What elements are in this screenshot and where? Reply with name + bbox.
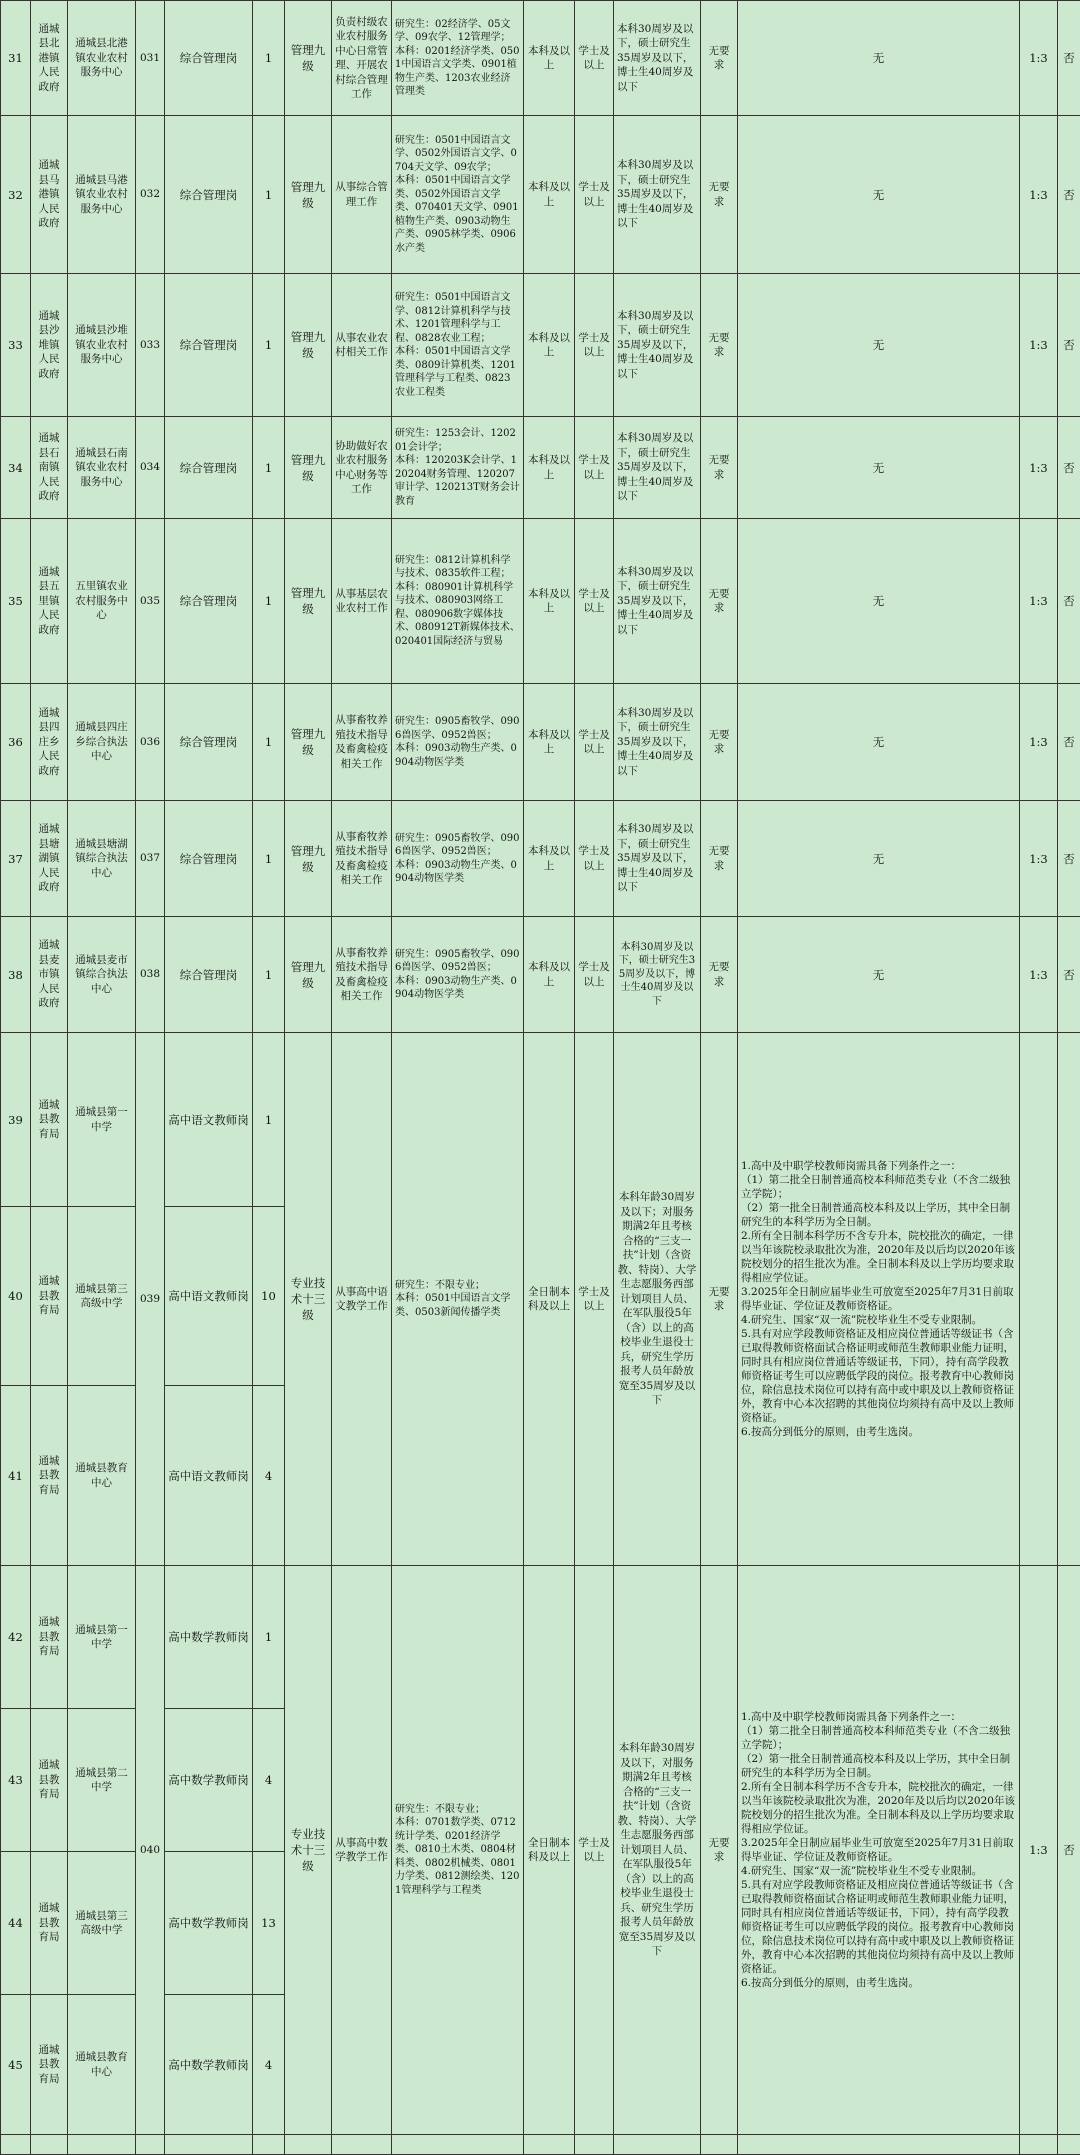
age-requirement: 本科年龄30周岁及以下；对服务期满2年且考核合格的“三支一扶”计划（含资教、特岗）、大学生志愿服务西部计划项目人员、在军队服役5年（含）以上的高校毕业生退役士兵，研究生学历报考人员年龄放宽至35周岁及以下 (614, 1033, 701, 1566)
job-duty: 协助做好农业农村服务中心财务等工作 (332, 417, 392, 519)
major-limit: 无要求 (701, 417, 738, 519)
age-requirement: 本科年龄30周岁及以下，对服务期满2年且考核合格的“三支一扶”计划（含资教、特岗）、大学生志愿服务西部计划项目人员、在军队服役5年（含）以上的高校毕业生退役士兵、研究生学历报考人员年龄放宽至35周岁及以下 (614, 1566, 701, 2135)
post-name: 综合管理岗 (165, 917, 253, 1033)
job-duty: 从事综合管理工作 (332, 116, 392, 274)
table-row (1, 274, 1080, 417)
clipped-row (1, 2135, 1080, 2155)
headcount: 1 (253, 417, 285, 519)
major-requirement: 研究生：0501中国语言文学、0502外国语言文学、0704天文学、09农学； 本科：0501中国语言文学类、0502外国语言文学类、070401天文学、0901植物生产类、0903动物生产类、0905林学类、0906水产类 (392, 116, 524, 274)
unit-name: 通城县沙堆镇农业农村服务中心 (68, 274, 136, 417)
major-requirement: 研究生：1253会计、120201会计学； 本科：120203K会计学、120204财务管理、120207审计学、120213T财务会计教育 (392, 417, 524, 519)
degree: 学士及以上 (575, 1, 614, 116)
major-requirement: 研究生：0905畜牧学、0906兽医学、0952兽医； 本科：0903动物生产类、0904动物医学类 (392, 684, 524, 801)
flag: 否 (1058, 116, 1080, 274)
degree: 学士及以上 (575, 274, 614, 417)
age-requirement: 本科30周岁及以下，硕士研究生35周岁及以下，博士生40周岁及以下 (614, 801, 701, 917)
degree: 学士及以上 (575, 116, 614, 274)
other-conditions: 无 (738, 801, 1020, 917)
post-name: 综合管理岗 (165, 417, 253, 519)
post-name: 高中数学教师岗 (165, 1852, 253, 1995)
department: 通城县石南镇人民政府 (31, 417, 68, 519)
other-conditions: 无 (738, 116, 1020, 274)
headcount: 1 (253, 274, 285, 417)
row-number: 34 (1, 417, 31, 519)
post-name: 综合管理岗 (165, 274, 253, 417)
exam-ratio: 1:3 (1020, 684, 1058, 801)
department: 通城县教育局 (31, 1207, 68, 1386)
headcount: 1 (253, 917, 285, 1033)
major-limit: 无要求 (701, 519, 738, 684)
exam-ratio: 1:3 (1020, 519, 1058, 684)
row-number: 38 (1, 917, 31, 1033)
flag: 否 (1058, 417, 1080, 519)
flag (1058, 1033, 1080, 1566)
flag: 否 (1058, 917, 1080, 1033)
department: 通城县教育局 (31, 1033, 68, 1207)
post-code: 032 (136, 116, 165, 274)
unit-name: 通城县教育中心 (68, 1995, 136, 2135)
headcount: 1 (253, 1, 285, 116)
row-number: 40 (1, 1207, 31, 1386)
post-name: 综合管理岗 (165, 684, 253, 801)
age-requirement: 本科30周岁及以下，硕士研究生35周岁及以下，博士生40周岁及以下 (614, 684, 701, 801)
department: 通城县五里镇人民政府 (31, 519, 68, 684)
degree: 学士及以上 (575, 417, 614, 519)
age-requirement: 本科30周岁及以下，硕士研究生35周岁及以下，博士生40周岁及以下 (614, 274, 701, 417)
other-conditions: 1.高中及中职学校教师岗需具备下列条件之一： （1）第二批全日制普通高校本科师范类专业（不含二级独立学院）； （2）第一批全日制普通高校本科及以上学历，其中全日制研究生的本科学历为全日制。 2.所有全日制本科学历不含专升本，院校批次的确定，一律以当年该院校录取批次为准，2020年及以后均以2020年该院校划分的招生批次为准。全日制本科及以上学历均要求取得相应学位证。 3.2025年全日制应届毕业生可放宽至2025年7月31日前取得毕业证、学位证及教师资格证。 4.研究生、国家“双一流”院校毕业生不受专业限制。 5.具有对应学段教师资格证及相应岗位普通话等级证书（含已取得教师资格面试合格证明或师范生教师职业能力证明，同时具有相应岗位普通话等级证书，下同），持有高学段教师资格证考生可以应聘低学段的岗位。报考教育中心教师岗位，除信息技术岗位可以持有高中或中职及以上教师资格证外，教育中心本次招聘的其他岗位均须持有高中及以上教师资格证。 6.按高分到低分的原则，由考生选岗。 (738, 1566, 1020, 2135)
headcount: 13 (253, 1852, 285, 1995)
unit-name: 通城县北港镇农业农村服务中心 (68, 1, 136, 116)
headcount: 1 (253, 1033, 285, 1207)
education: 本科及以上 (524, 519, 575, 684)
degree: 学士及以上 (575, 1566, 614, 2135)
flag: 否 (1058, 274, 1080, 417)
job-duty: 从事畜牧养殖技术指导及畜禽检疫相关工作 (332, 801, 392, 917)
headcount: 4 (253, 1709, 285, 1852)
exam-ratio: 1:3 (1020, 417, 1058, 519)
job-duty: 从事农业农村相关工作 (332, 274, 392, 417)
education: 本科及以上 (524, 684, 575, 801)
education: 本科及以上 (524, 116, 575, 274)
row-number: 42 (1, 1566, 31, 1709)
row-number: 31 (1, 1, 31, 116)
post-level: 管理九级 (285, 684, 332, 801)
unit-name: 通城县麦市镇综合执法中心 (68, 917, 136, 1033)
row-number: 32 (1, 116, 31, 274)
table-row (1, 801, 1080, 917)
post-name: 高中语文教师岗 (165, 1033, 253, 1207)
flag: 否 (1058, 684, 1080, 801)
degree: 学士及以上 (575, 801, 614, 917)
age-requirement: 本科30周岁及以下，硕士研究生35周岁及以下，博士生40周岁及以下 (614, 1, 701, 116)
department: 通城县教育局 (31, 1386, 68, 1566)
table-row (1, 417, 1080, 519)
flag: 否 (1058, 801, 1080, 917)
major-requirement: 研究生：0905畜牧学、0906兽医学、0952兽医； 本科：0903动物生产类、0904动物医学类 (392, 917, 524, 1033)
department: 通城县塘湖镇人民政府 (31, 801, 68, 917)
post-name: 高中数学教师岗 (165, 1566, 253, 1709)
headcount: 1 (253, 801, 285, 917)
post-code: 038 (136, 917, 165, 1033)
flag: 否 (1058, 1566, 1080, 2135)
unit-name: 通城县第三高级中学 (68, 1207, 136, 1386)
exam-ratio: 1:3 (1020, 801, 1058, 917)
unit-name: 通城县第一中学 (68, 1033, 136, 1207)
post-level: 管理九级 (285, 116, 332, 274)
education: 本科及以上 (524, 1, 575, 116)
education: 本科及以上 (524, 274, 575, 417)
post-code: 035 (136, 519, 165, 684)
department: 通城县教育局 (31, 1566, 68, 1709)
major-limit: 无要求 (701, 1566, 738, 2135)
job-duty: 从事基层农业农村工作 (332, 519, 392, 684)
post-code: 040 (136, 1566, 165, 2135)
post-code: 036 (136, 684, 165, 801)
post-level: 管理九级 (285, 519, 332, 684)
headcount: 1 (253, 519, 285, 684)
major-requirement: 研究生：02经济学、05文学、09农学、12管理学； 本科：0201经济学类、0501中国语言文学类、0901植物生产类、1203农业经济管理类 (392, 1, 524, 116)
headcount: 4 (253, 1995, 285, 2135)
post-name: 高中数学教师岗 (165, 1995, 253, 2135)
post-level: 管理九级 (285, 274, 332, 417)
major-requirement: 研究生：0905畜牧学、0906兽医学、0952兽医； 本科：0903动物生产类、0904动物医学类 (392, 801, 524, 917)
education: 本科及以上 (524, 417, 575, 519)
other-conditions: 1.高中及中职学校教师岗需具备下列条件之一： （1）第二批全日制普通高校本科师范类专业（不含二级独立学院）； （2）第一批全日制普通高校本科及以上学历，其中全日制研究生的本科学历为全日制。 2.所有全日制本科学历不含专升本，院校批次的确定，一律以当年该院校录取批次为准，2020年及以后均以2020年该院校划分的招生批次为准。全日制本科及以上学历均要求取得相应学位证。 3.2025年全日制应届毕业生可放宽至2025年7月31日前取得毕业证、学位证及教师资格证。 4.研究生、国家“双一流”院校毕业生不受专业限制。 5.具有对应学段教师资格证及相应岗位普通话等级证书（含已取得教师资格面试合格证明或师范生教师职业能力证明，同时具有相应岗位普通话等级证书，下同），持有高学段教师资格证考生可以应聘低学段的岗位。报考教育中心教师岗位，除信息技术岗位可以持有高中或中职及以上教师资格证外，教育中心本次招聘的其他岗位均须持有高中及以上教师资格证。 6.按高分到低分的原则，由考生选岗。 (738, 1033, 1020, 1566)
row-number: 45 (1, 1995, 31, 2135)
flag: 否 (1058, 1, 1080, 116)
department: 通城县沙堆镇人民政府 (31, 274, 68, 417)
flag: 否 (1058, 519, 1080, 684)
exam-ratio: 1:3 (1020, 116, 1058, 274)
post-level: 管理九级 (285, 801, 332, 917)
degree: 学士及以上 (575, 1033, 614, 1566)
job-duty: 从事高中语文教学工作 (332, 1033, 392, 1566)
unit-name: 通城县四庄乡综合执法中心 (68, 684, 136, 801)
post-code: 037 (136, 801, 165, 917)
headcount: 10 (253, 1207, 285, 1386)
headcount: 4 (253, 1386, 285, 1566)
table-row (1, 519, 1080, 684)
education: 全日制本科及以上 (524, 1033, 575, 1566)
unit-name: 通城县第三高级中学 (68, 1852, 136, 1995)
row-number: 36 (1, 684, 31, 801)
post-name: 高中语文教师岗 (165, 1386, 253, 1566)
headcount: 1 (253, 116, 285, 274)
row-number: 37 (1, 801, 31, 917)
education: 全日制本科及以上 (524, 1566, 575, 2135)
exam-ratio: 1:3 (1020, 917, 1058, 1033)
row-number: 43 (1, 1709, 31, 1852)
post-name: 高中语文教师岗 (165, 1207, 253, 1386)
major-limit: 无要求 (701, 116, 738, 274)
department: 通城县麦市镇人民政府 (31, 917, 68, 1033)
department: 通城县教育局 (31, 1709, 68, 1852)
headcount: 1 (253, 684, 285, 801)
department: 通城县教育局 (31, 1852, 68, 1995)
exam-ratio: 1:3 (1020, 274, 1058, 417)
unit-name: 通城县第二中学 (68, 1709, 136, 1852)
degree: 学士及以上 (575, 519, 614, 684)
unit-name: 通城县教育中心 (68, 1386, 136, 1566)
department: 通城县马港镇人民政府 (31, 116, 68, 274)
post-code: 031 (136, 1, 165, 116)
post-level: 管理九级 (285, 1, 332, 116)
job-duty: 从事畜牧养殖技术指导及畜禽检疫相关工作 (332, 684, 392, 801)
other-conditions: 无 (738, 684, 1020, 801)
job-duty: 从事畜牧养殖技术指导及畜禽检疫相关工作 (332, 917, 392, 1033)
major-limit: 无要求 (701, 1, 738, 116)
post-level: 专业技术十三级 (285, 1033, 332, 1566)
exam-ratio: 1:3 (1020, 1, 1058, 116)
major-limit: 无要求 (701, 801, 738, 917)
table-row (1, 917, 1080, 1033)
table-row (1, 684, 1080, 801)
headcount: 1 (253, 1566, 285, 1709)
table-row (1, 116, 1080, 274)
post-name: 高中数学教师岗 (165, 1709, 253, 1852)
other-conditions: 无 (738, 519, 1020, 684)
major-limit: 无要求 (701, 1033, 738, 1566)
other-conditions: 无 (738, 417, 1020, 519)
department: 通城县北港镇人民政府 (31, 1, 68, 116)
exam-ratio: 1:3 (1020, 1566, 1058, 2135)
table-row (1, 1033, 1080, 1207)
table-row (1, 1566, 1080, 1709)
major-requirement: 研究生：不限专业； 本科：0501中国语言文学类、0503新闻传播学类 (392, 1033, 524, 1566)
age-requirement: 本科30周岁及以下，硕士研究生35周岁及以下，博士生40周岁及以下 (614, 519, 701, 684)
major-requirement: 研究生：不限专业； 本科：0701数学类、0712统计学类、0201经济学类、0810土木类、0804材料类、0802机械类、0801力学类、0812测绘类、1201管理科学与工程类 (392, 1566, 524, 2135)
post-name: 综合管理岗 (165, 801, 253, 917)
other-conditions: 无 (738, 274, 1020, 417)
job-duty: 负责村级农业农村服务中心日常管理、开展农村综合管理工作 (332, 1, 392, 116)
age-requirement: 本科30周岁及以下，硕士研究生35周岁及以下，博士生40周岁及以下 (614, 917, 701, 1033)
post-code: 033 (136, 274, 165, 417)
row-number: 39 (1, 1033, 31, 1207)
post-code: 034 (136, 417, 165, 519)
table-row (1, 1, 1080, 116)
unit-name: 通城县石南镇农业农村服务中心 (68, 417, 136, 519)
unit-name: 五里镇农业农村服务中心 (68, 519, 136, 684)
post-name: 综合管理岗 (165, 519, 253, 684)
post-name: 综合管理岗 (165, 1, 253, 116)
row-number: 41 (1, 1386, 31, 1566)
post-name: 综合管理岗 (165, 116, 253, 274)
education: 本科及以上 (524, 801, 575, 917)
row-number: 44 (1, 1852, 31, 1995)
major-limit: 无要求 (701, 684, 738, 801)
unit-name: 通城县第一中学 (68, 1566, 136, 1709)
major-limit: 无要求 (701, 274, 738, 417)
major-requirement: 研究生：0501中国语言文学、0812计算机科学与技术、1201管理科学与工程、0828农业工程； 本科：0501中国语言文学类、0809计算机类、1201管理科学与工程类、0823农业工程类 (392, 274, 524, 417)
post-code: 039 (136, 1033, 165, 1566)
unit-name: 通城县塘湖镇综合执法中心 (68, 801, 136, 917)
row-number: 33 (1, 274, 31, 417)
degree: 学士及以上 (575, 917, 614, 1033)
age-requirement: 本科30周岁及以下，硕士研究生35周岁及以下，博士生40周岁及以下 (614, 116, 701, 274)
major-limit: 无要求 (701, 917, 738, 1033)
department: 通城县教育局 (31, 1995, 68, 2135)
unit-name: 通城县马港镇农业农村服务中心 (68, 116, 136, 274)
job-duty: 从事高中数学教学工作 (332, 1566, 392, 2135)
row-number: 35 (1, 519, 31, 684)
education: 本科及以上 (524, 917, 575, 1033)
other-conditions: 无 (738, 1, 1020, 116)
other-conditions: 无 (738, 917, 1020, 1033)
degree: 学士及以上 (575, 684, 614, 801)
post-level: 管理九级 (285, 917, 332, 1033)
department: 通城县四庄乡人民政府 (31, 684, 68, 801)
major-requirement: 研究生：0812计算机科学与技术、0835软件工程； 本科：080901计算机科学与技术、080903网络工程、080906数字媒体技术、080912T新媒体技术、020401国际经济与贸易 (392, 519, 524, 684)
age-requirement: 本科30周岁及以下，硕士研究生35周岁及以下，博士生40周岁及以下 (614, 417, 701, 519)
post-level: 专业技术十三级 (285, 1566, 332, 2135)
exam-ratio (1020, 1033, 1058, 1566)
post-level: 管理九级 (285, 417, 332, 519)
